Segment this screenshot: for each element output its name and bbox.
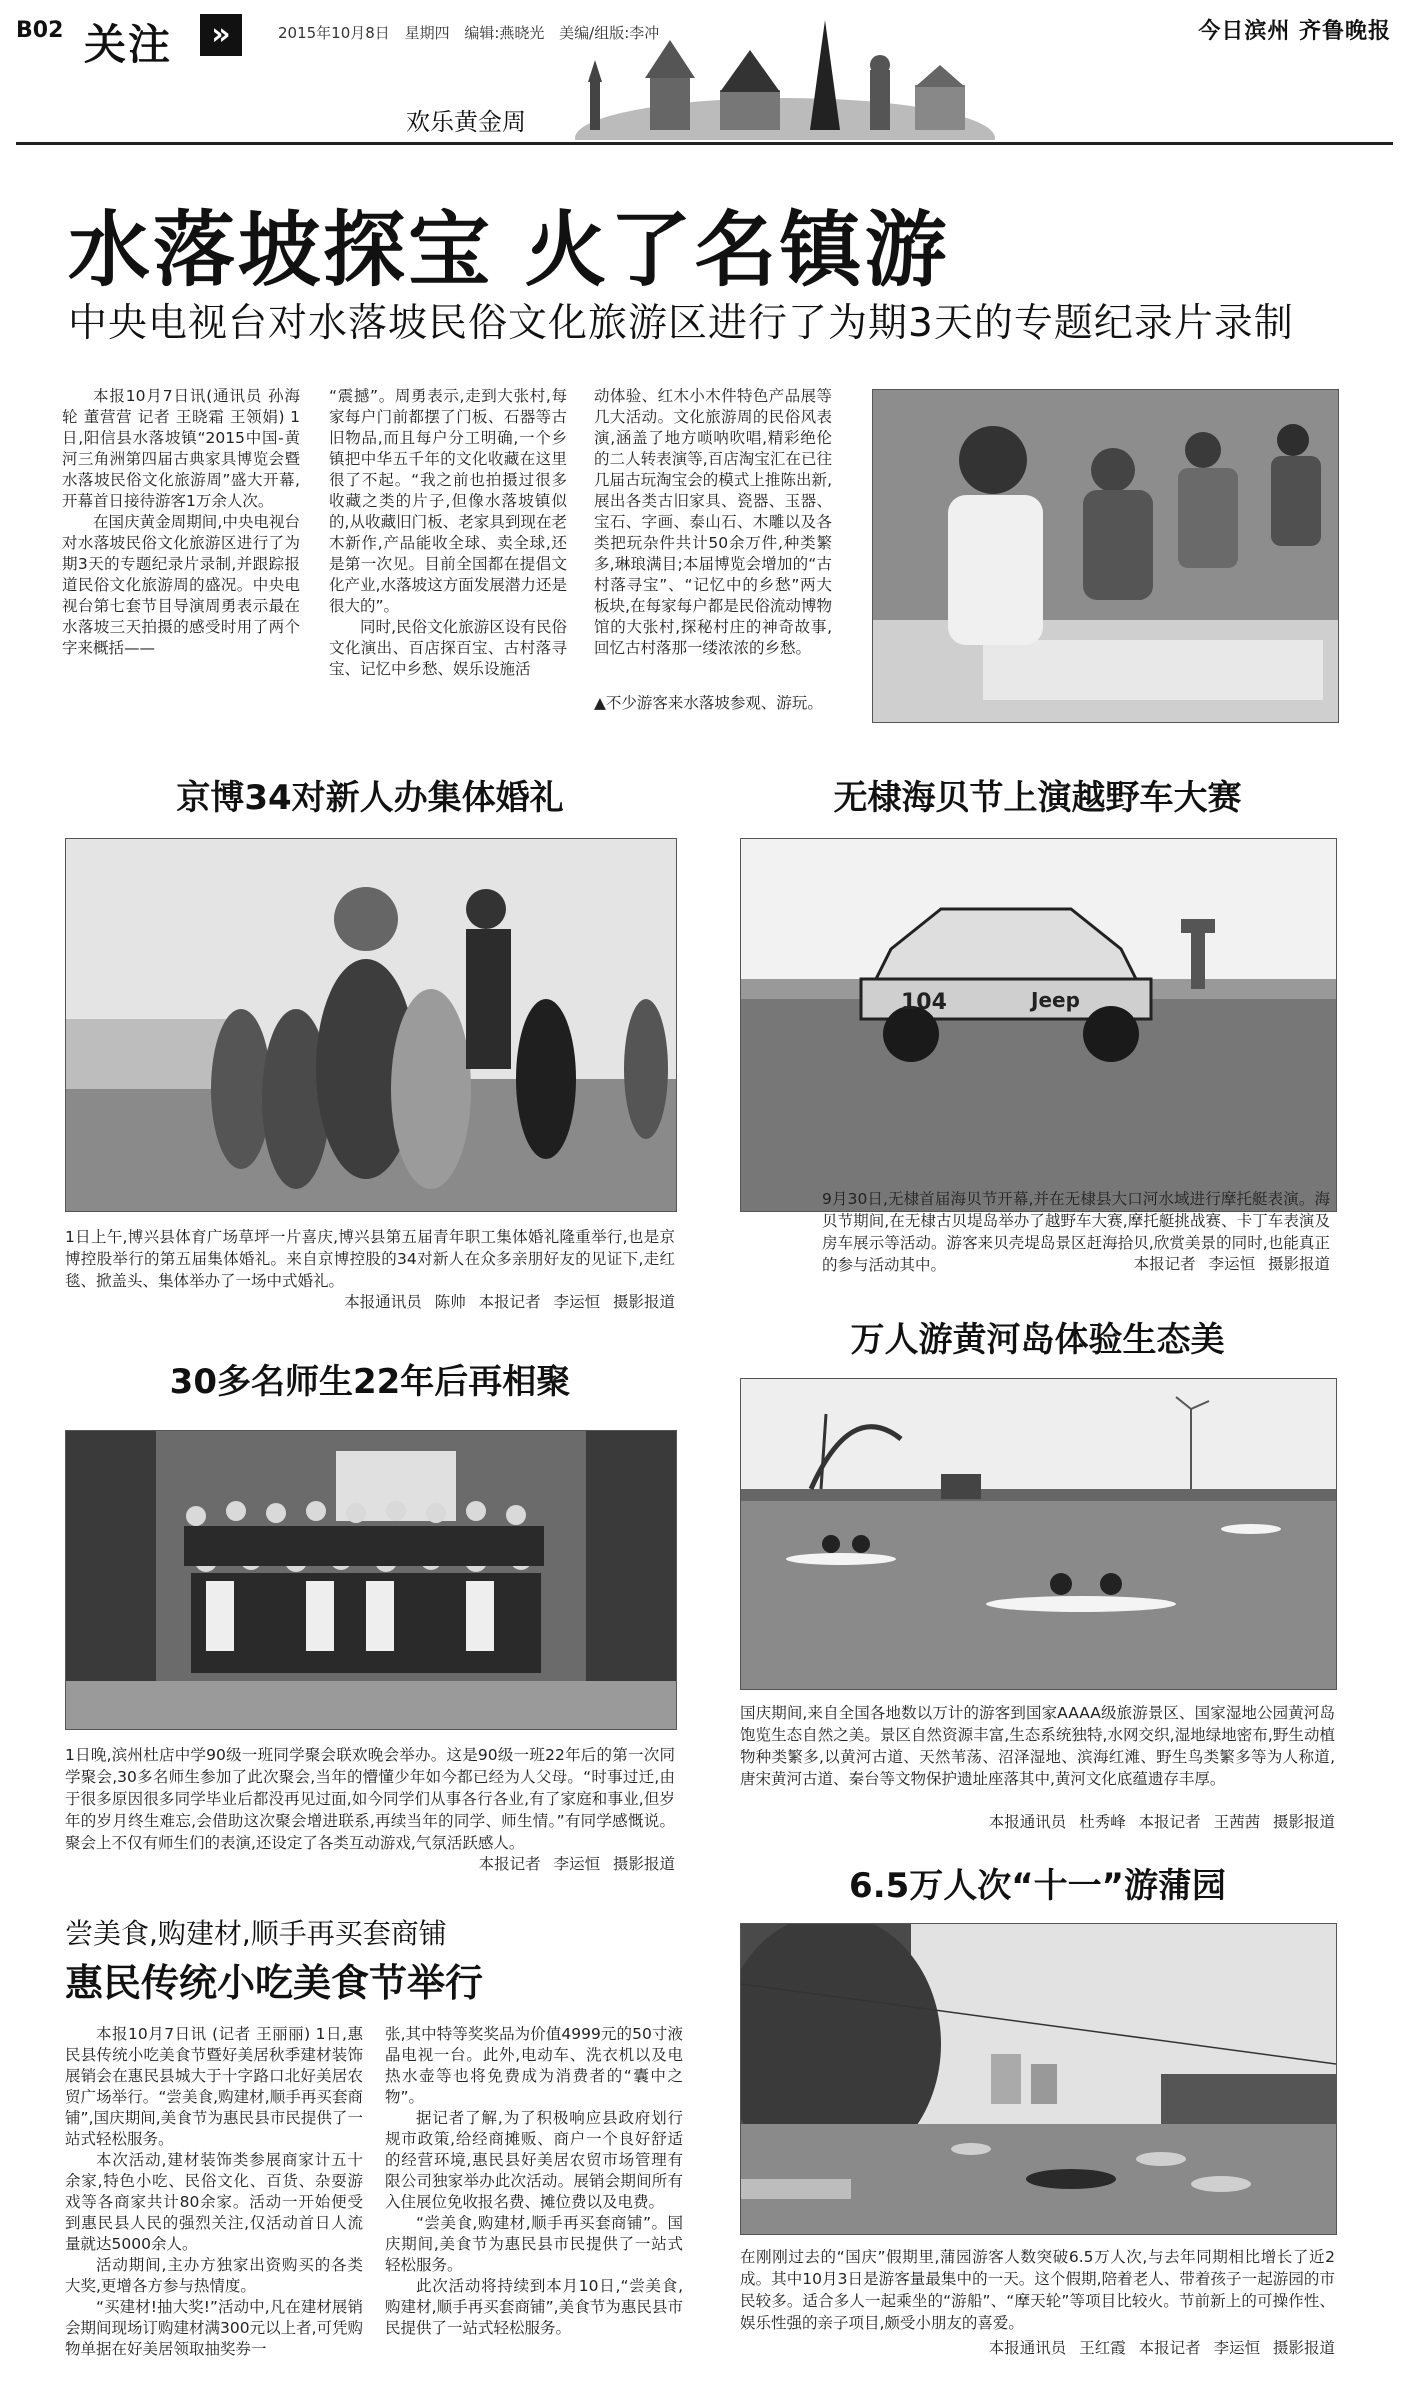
paragraph: 在国庆黄金周期间,中央电视台对水落坡民俗文化旅游区进行了为期3天的专题纪录片录制,并跟踪报道民俗文化旅游周的盛况。中央电视台第七套节目导演周勇表示最在水落坡三天拍摄的感受时用了两个字来概括—— (62, 513, 300, 657)
food-col-2 (385, 2024, 683, 2339)
paragraph: 同时,民俗文化旅游区设有民俗文化演出、百店探百宝、古村落寻宝、记忆中乡愁、娱乐设施活 (329, 618, 567, 678)
paragraph: “尝美食,购建材,顺手再买套商铺”。国庆期间,美食节为惠民县市民提供了一站式轻松服务。 (385, 2214, 683, 2274)
class-reunion-photo (65, 1430, 677, 1730)
double-chevron-right-icon: » (200, 14, 242, 56)
race-caption: 9月30日,无棣首届海贝节开幕,并在无棣县大口河水域进行摩托艇表演。海贝节期间,在无棣古贝堤岛举办了越野车大赛,摩托艇挑战赛、卡丁车表演及房车展示等活动。游客来贝壳堤岛景区赶海拾贝,欣赏美景的同时,也能真正的参与活动其中。 (822, 1190, 1330, 1274)
food-pretitle: 尝美食,购建材,顺手再买套商铺 (65, 1917, 447, 1950)
reunion-credit: 本报记者 李运恒 摄影报道 (478, 1855, 675, 1873)
group-wedding-photo (65, 838, 677, 1212)
offroad-race-photo (740, 838, 1337, 1212)
paragraph: 动体验、红木小木件特色产品展等几大活动。文化旅游周的民俗风表演,涵盖了地方唢呐吹唱,精彩绝伦的二人转表演等,百店淘宝汇在已往几届古玩淘宝会的模式上推陈出新,展出各类古旧家具、瓷器、玉器、宝石、字画、泰山石、木雕以及各类把玩杂件共计50余万件,种类繁多,琳琅满目;本届博览会增加的“古村落寻宝”、“记忆中的乡愁”两大板块,在每家每户都是民俗流动博物馆的大张村,探秘村庄的神奇故事,回忆古村落那一缕浓浓的乡愁。 (594, 387, 832, 657)
paragraph: 本报10月7日讯 (记者 王丽丽) 1日,惠民县传统小吃美食节暨好美居秋季建材装饰展销会在惠民县城大于十字路口北好美居农贸广场举行。“尝美食,购建材,顺手再买套商铺”,国庆期间,美食节为惠民县市民提供了一站式轻松服务。 (65, 2025, 363, 2148)
wedding-caption: 1日上午,博兴县体育广场草坪一片喜庆,博兴县第五届青年职工集体婚礼隆重举行,也是京博控股举行的第五届集体婚礼。来自京博控股的34对新人在众多亲朋好友的见证下,走红毯、掀盖头、集体举办了一场中式婚礼。 (65, 1228, 675, 1290)
issue-meta: 2015年10月8日 星期四 编辑:燕晓光 美编/组版:李冲 (278, 24, 660, 42)
island-caption: 国庆期间,来自全国各地数以万计的游客到国家AAAA级旅游景区、国家湿地公园黄河岛饱览生态自然之美。景区自然资源丰富,生态系统独特,水网交织,湿地绿地密布,野生动植物种类繁多,以黄河古道、天然苇荡、沼泽湿地、滨海红滩、野生鸟类繁多等为人称道,唐宋黄河古道、秦台等文物保护遗址座落其中,黄河文化底蕴遗存丰厚。 (740, 1704, 1335, 1788)
paragraph: “震撼”。周勇表示,走到大张村,每家每户门前都摆了门板、石器等古旧物品,而且每户分工明确,一个乡镇把中华五千年的文化收藏在这里很了不起。“我之前也拍摄过很多收藏之类的片子,但像水落坡镇似的,从收藏旧门板、老家具到现在老木新作,产品能收全球、卖全球,还是第一次见。目前全国都在提倡文化产业,水落坡这方面发展潜力还是很大的”。 (329, 387, 567, 615)
paragraph: 本次活动,建材装饰类参展商家计五十余家,特色小吃、民俗文化、百货、杂耍游戏等各商家共计80余家。活动一开始便受到惠民县人民的强烈关注,仅活动首日人流量就达5000余人。 (65, 2151, 363, 2253)
paragraph: 本报10月7日讯(通讯员 孙海轮 董营营 记者 王晓霜 王领娟) 1日,阳信县水落坡镇“2015中国-黄河三角洲第四届古典家具博览会暨水落坡民俗文化旅游周”盛大开幕,开幕首日接待游客1万余人次。 (62, 387, 300, 510)
paragraph: 此次活动将持续到本月10日,“尝美食,购建材,顺手再买套商铺”,美食节为惠民县市民提供了一站式轻松服务。 (385, 2277, 683, 2337)
reunion-caption: 1日晚,滨州杜店中学90级一班同学聚会联欢晚会举办。这是90级一班22年后的第一次同学聚会,30多名师生参加了此次聚会,当年的懵懂少年如今都已经为人父母。“时事过迁,由于很多原因很多同学毕业后都没再见过面,如今同学们从事各行各业,有了家庭和事业,但岁年的岁月终生难忘,会借助这次聚会增进联系,再续当年的同学、师生情。”有同学感慨说。聚会上不仅有师生们的表演,还设定了各类互动游戏,气氛活跃感人。 (65, 1746, 675, 1852)
park-credit: 本报通讯员 王红霞 本报记者 李运恒 摄影报道 (988, 2339, 1335, 2357)
main-photo-caption: ▲不少游客来水落坡参观、游玩。 (594, 694, 823, 712)
paragraph: 张,其中特等奖奖品为价值4999元的50寸液晶电视一台。此外,电动车、洗衣机以及电热水壶等也将免费成为消费者的“囊中之物”。 (385, 2025, 683, 2106)
main-col-1 (62, 386, 300, 659)
paragraph: 活动期间,主办方独家出资购买的各类大奖,更增各方参与热情度。 (65, 2256, 363, 2295)
food-title: 惠民传统小吃美食节举行 (65, 1961, 484, 2005)
page-number: B02 (16, 18, 64, 43)
park-caption: 在刚刚过去的“国庆”假期里,蒲园游客人数突破6.5万人次,与去年同期相比增长了近2成。其中10月3日是游客量最集中的一天。这个假期,陪着老人、带着孩子一起游园的市民较多。适合多人一起乘坐的“游船”、“摩天轮”等项目比较火。节前新上的可操作性、娱乐性强的亲子项目,颇受小朋友的喜爱。 (740, 2248, 1335, 2332)
wedding-credit: 本报通讯员 陈帅 本报记者 李运恒 摄影报道 (344, 1293, 675, 1311)
section-title: 关注 (84, 20, 173, 69)
landmarks-banner-illustration (570, 20, 1000, 140)
wedding-title: 京博34对新人办集体婚礼 (176, 778, 564, 818)
car-brand-label: Jeep (1031, 988, 1080, 1012)
main-subheadline: 中央电视台对水落坡民俗文化旅游区进行了为期3天的专题纪录片录制 (68, 301, 1294, 346)
food-col-1 (65, 2024, 363, 2360)
main-col-2 (329, 386, 567, 680)
main-col-3 (594, 386, 832, 659)
main-headline: 水落坡探宝 火了名镇游 (68, 203, 950, 298)
newspaper-name: 今日滨州 齐鲁晚报 (1198, 19, 1391, 44)
island-title: 万人游黄河岛体验生态美 (850, 1320, 1225, 1360)
car-number-label: 104 (901, 990, 947, 1015)
reunion-title: 30多名师生22年后再相聚 (169, 1362, 571, 1402)
topic-label: 欢乐黄金周 (406, 108, 526, 136)
yellow-river-island-photo (740, 1378, 1337, 1690)
antique-market-photo (872, 389, 1339, 723)
island-credit: 本报通讯员 杜秀峰 本报记者 王茜茜 摄影报道 (988, 1813, 1335, 1831)
park-title: 6.5万人次“十一”游蒲园 (849, 1866, 1226, 1906)
race-title: 无棣海贝节上演越野车大赛 (833, 778, 1242, 818)
header-divider (16, 142, 1393, 145)
paragraph: 据记者了解,为了积极响应县政府划行规市政策,给经商摊贩、商户一个良好舒适的经营环境,惠民县好美居农贸市场管理有限公司独家举办此次活动。展销会期间所有入住展位免收报名费、摊位费以及电费。 (385, 2109, 683, 2211)
race-credit: 本报记者 李运恒 摄影报道 (1133, 1255, 1330, 1273)
paragraph: “买建材!抽大奖!”活动中,凡在建材展销会期间现场订购建材满300元以上者,可凭购物单据在好美居领取抽奖券一 (65, 2298, 364, 2358)
puyuan-park-photo (740, 1923, 1337, 2235)
